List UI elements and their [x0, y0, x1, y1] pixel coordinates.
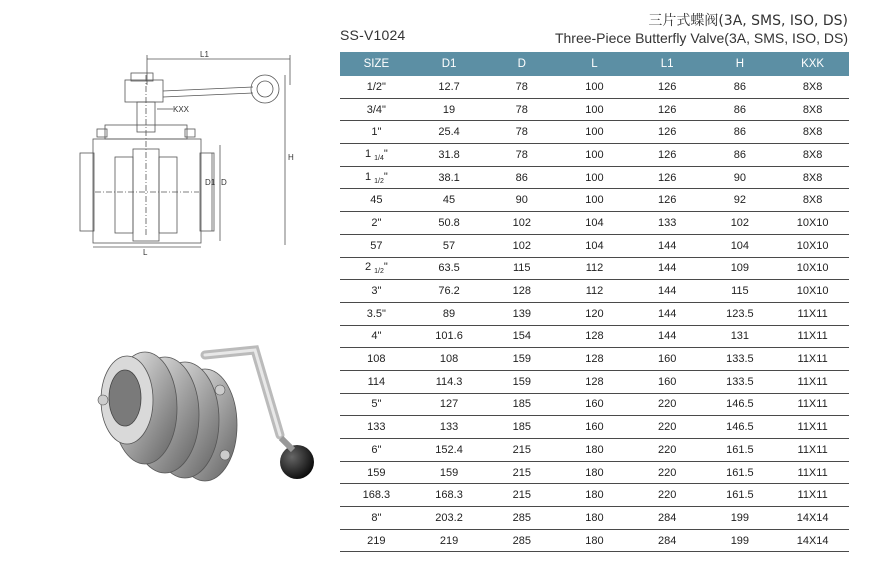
cell-d1: 31.8	[413, 144, 486, 167]
cell-l: 100	[558, 189, 631, 212]
cell-d1: 19	[413, 98, 486, 121]
cell-size: 2 $_{1/2}$"	[340, 257, 413, 280]
cell-d1: 101.6	[413, 325, 486, 348]
cell-size: 1 $_{1/4}$"	[340, 144, 413, 167]
dim-h-label: H	[288, 153, 294, 162]
cell-d1: 168.3	[413, 484, 486, 507]
cell-kxk: 14X14	[776, 507, 849, 530]
cell-l1: 126	[631, 189, 704, 212]
cell-size: 1"	[340, 121, 413, 144]
cell-size: 168.3	[340, 484, 413, 507]
cell-l: 100	[558, 98, 631, 121]
cell-l1: 126	[631, 76, 704, 98]
cell-l1: 220	[631, 461, 704, 484]
cell-d1: 203.2	[413, 507, 486, 530]
technical-drawing	[75, 45, 315, 255]
cell-size: 1/2"	[340, 76, 413, 98]
cell-d1: 127	[413, 393, 486, 416]
cell-size: 8"	[340, 507, 413, 530]
cell-l: 100	[558, 121, 631, 144]
cell-h: 86	[704, 76, 777, 98]
cell-h: 90	[704, 166, 777, 189]
cell-h: 123.5	[704, 302, 777, 325]
cell-kxk: 8X8	[776, 121, 849, 144]
dim-l-label: L	[143, 248, 148, 255]
cell-size: 4"	[340, 325, 413, 348]
cell-l1: 284	[631, 529, 704, 552]
table-row	[340, 76, 849, 98]
cell-h: 199	[704, 507, 777, 530]
cell-l1: 144	[631, 257, 704, 280]
cell-l1: 220	[631, 416, 704, 439]
cell-d: 215	[485, 484, 558, 507]
table-header-row	[340, 52, 849, 76]
cell-d: 185	[485, 393, 558, 416]
cell-kxk: 10X10	[776, 280, 849, 303]
cell-d: 90	[485, 189, 558, 212]
cell-l1: 133	[631, 212, 704, 235]
cell-size: 2"	[340, 212, 413, 235]
cell-d: 78	[485, 121, 558, 144]
cell-kxk: 11X11	[776, 302, 849, 325]
cell-d1: 219	[413, 529, 486, 552]
cell-d: 139	[485, 302, 558, 325]
cell-l: 100	[558, 166, 631, 189]
cell-l: 120	[558, 302, 631, 325]
cell-kxk: 11X11	[776, 325, 849, 348]
table-row	[340, 98, 849, 121]
dim-l1-label: L1	[200, 50, 209, 59]
spec-table-body	[340, 76, 849, 552]
model-number: SS-V1024	[340, 27, 406, 43]
cell-d: 215	[485, 461, 558, 484]
cell-l: 180	[558, 484, 631, 507]
cell-kxk: 8X8	[776, 98, 849, 121]
cell-l: 128	[558, 348, 631, 371]
cell-l: 112	[558, 280, 631, 303]
cell-size: 133	[340, 416, 413, 439]
cell-l1: 126	[631, 98, 704, 121]
cell-l: 100	[558, 144, 631, 167]
cell-d: 185	[485, 416, 558, 439]
cell-h: 92	[704, 189, 777, 212]
cell-d: 78	[485, 76, 558, 98]
cell-l1: 220	[631, 439, 704, 462]
dim-d-label: D	[221, 178, 227, 187]
cell-kxk: 11X11	[776, 439, 849, 462]
table-row	[340, 393, 849, 416]
cell-h: 115	[704, 280, 777, 303]
cell-l1: 220	[631, 484, 704, 507]
cell-l: 180	[558, 461, 631, 484]
table-row	[340, 121, 849, 144]
cell-d: 115	[485, 257, 558, 280]
dim-kxx-label: KXX	[173, 105, 190, 114]
cell-kxk: 11X11	[776, 348, 849, 371]
cell-h: 146.5	[704, 393, 777, 416]
cell-d1: 63.5	[413, 257, 486, 280]
cell-l1: 144	[631, 234, 704, 257]
cell-l1: 284	[631, 507, 704, 530]
title-chinese: 三片式蝶阀(3A, SMS, ISO, DS)	[648, 13, 848, 29]
cell-d: 285	[485, 529, 558, 552]
cell-kxk: 11X11	[776, 393, 849, 416]
cell-l: 180	[558, 529, 631, 552]
col-header-kxk: KXK	[776, 52, 849, 76]
cell-l: 180	[558, 507, 631, 530]
table-row	[340, 257, 849, 280]
table-row	[340, 461, 849, 484]
cell-size: 3.5"	[340, 302, 413, 325]
cell-size: 3"	[340, 280, 413, 303]
table-row	[340, 212, 849, 235]
cell-h: 133.5	[704, 370, 777, 393]
cell-l: 100	[558, 76, 631, 98]
table-row	[340, 484, 849, 507]
cell-l1: 126	[631, 121, 704, 144]
cell-d1: 159	[413, 461, 486, 484]
cell-h: 86	[704, 98, 777, 121]
cell-h: 131	[704, 325, 777, 348]
cell-h: 161.5	[704, 461, 777, 484]
cell-d1: 25.4	[413, 121, 486, 144]
cell-l: 180	[558, 439, 631, 462]
col-header-d1: D1	[413, 52, 486, 76]
cell-l: 104	[558, 234, 631, 257]
table-row	[340, 348, 849, 371]
table-row	[340, 234, 849, 257]
cell-h: 133.5	[704, 348, 777, 371]
cell-kxk: 11X11	[776, 416, 849, 439]
cell-size: 45	[340, 189, 413, 212]
cell-size: 159	[340, 461, 413, 484]
cell-size: 1 $_{1/2}$"	[340, 166, 413, 189]
cell-l1: 220	[631, 393, 704, 416]
cell-h: 199	[704, 529, 777, 552]
cell-l: 112	[558, 257, 631, 280]
cell-l: 128	[558, 325, 631, 348]
cell-l1: 126	[631, 166, 704, 189]
cell-l: 128	[558, 370, 631, 393]
cell-size: 3/4"	[340, 98, 413, 121]
cell-l: 104	[558, 212, 631, 235]
cell-d: 78	[485, 98, 558, 121]
cell-kxk: 8X8	[776, 144, 849, 167]
table-row	[340, 189, 849, 212]
table-row	[340, 507, 849, 530]
cell-l: 160	[558, 393, 631, 416]
col-header-d: D	[485, 52, 558, 76]
table-row	[340, 416, 849, 439]
cell-d1: 50.8	[413, 212, 486, 235]
cell-kxk: 8X8	[776, 189, 849, 212]
table-row	[340, 529, 849, 552]
cell-kxk: 10X10	[776, 234, 849, 257]
table-row	[340, 166, 849, 189]
title-english: Three-Piece Butterfly Valve(3A, SMS, ISO, DS)	[554, 30, 848, 46]
cell-h: 86	[704, 144, 777, 167]
cell-l: 160	[558, 416, 631, 439]
cell-d: 154	[485, 325, 558, 348]
product-photo	[85, 320, 325, 490]
table-row	[340, 302, 849, 325]
cell-kxk: 10X10	[776, 257, 849, 280]
col-header-size: SIZE	[340, 52, 413, 76]
table-row	[340, 325, 849, 348]
cell-size: 108	[340, 348, 413, 371]
cell-d: 159	[485, 348, 558, 371]
cell-d1: 152.4	[413, 439, 486, 462]
cell-h: 146.5	[704, 416, 777, 439]
col-header-l1: L1	[631, 52, 704, 76]
cell-d1: 89	[413, 302, 486, 325]
table-row	[340, 144, 849, 167]
cell-size: 219	[340, 529, 413, 552]
cell-d1: 114.3	[413, 370, 486, 393]
cell-kxk: 8X8	[776, 166, 849, 189]
cell-d: 159	[485, 370, 558, 393]
cell-d1: 45	[413, 189, 486, 212]
cell-kxk: 14X14	[776, 529, 849, 552]
cell-l1: 160	[631, 348, 704, 371]
table-row	[340, 439, 849, 462]
cell-size: 114	[340, 370, 413, 393]
cell-d: 285	[485, 507, 558, 530]
cell-kxk: 11X11	[776, 484, 849, 507]
cell-size: 5"	[340, 393, 413, 416]
cell-kxk: 10X10	[776, 212, 849, 235]
table-row	[340, 280, 849, 303]
cell-l1: 144	[631, 325, 704, 348]
col-header-l: L	[558, 52, 631, 76]
cell-size: 57	[340, 234, 413, 257]
cell-d1: 133	[413, 416, 486, 439]
cell-d: 102	[485, 212, 558, 235]
cell-l1: 144	[631, 280, 704, 303]
cell-l1: 160	[631, 370, 704, 393]
cell-l1: 126	[631, 144, 704, 167]
cell-d: 78	[485, 144, 558, 167]
cell-d: 102	[485, 234, 558, 257]
cell-kxk: 11X11	[776, 461, 849, 484]
cell-kxk: 11X11	[776, 370, 849, 393]
cell-d: 86	[485, 166, 558, 189]
cell-d: 215	[485, 439, 558, 462]
cell-h: 104	[704, 234, 777, 257]
cell-d1: 108	[413, 348, 486, 371]
table-row	[340, 370, 849, 393]
cell-h: 109	[704, 257, 777, 280]
cell-kxk: 8X8	[776, 76, 849, 98]
cell-d: 128	[485, 280, 558, 303]
cell-l1: 144	[631, 302, 704, 325]
cell-h: 161.5	[704, 439, 777, 462]
cell-d1: 76.2	[413, 280, 486, 303]
cell-size: 6"	[340, 439, 413, 462]
cell-h: 161.5	[704, 484, 777, 507]
col-header-h: H	[704, 52, 777, 76]
spec-table	[340, 52, 849, 552]
cell-h: 86	[704, 121, 777, 144]
cell-h: 102	[704, 212, 777, 235]
cell-d1: 38.1	[413, 166, 486, 189]
cell-d1: 12.7	[413, 76, 486, 98]
cell-d1: 57	[413, 234, 486, 257]
dim-d1-label: D1	[205, 178, 216, 187]
